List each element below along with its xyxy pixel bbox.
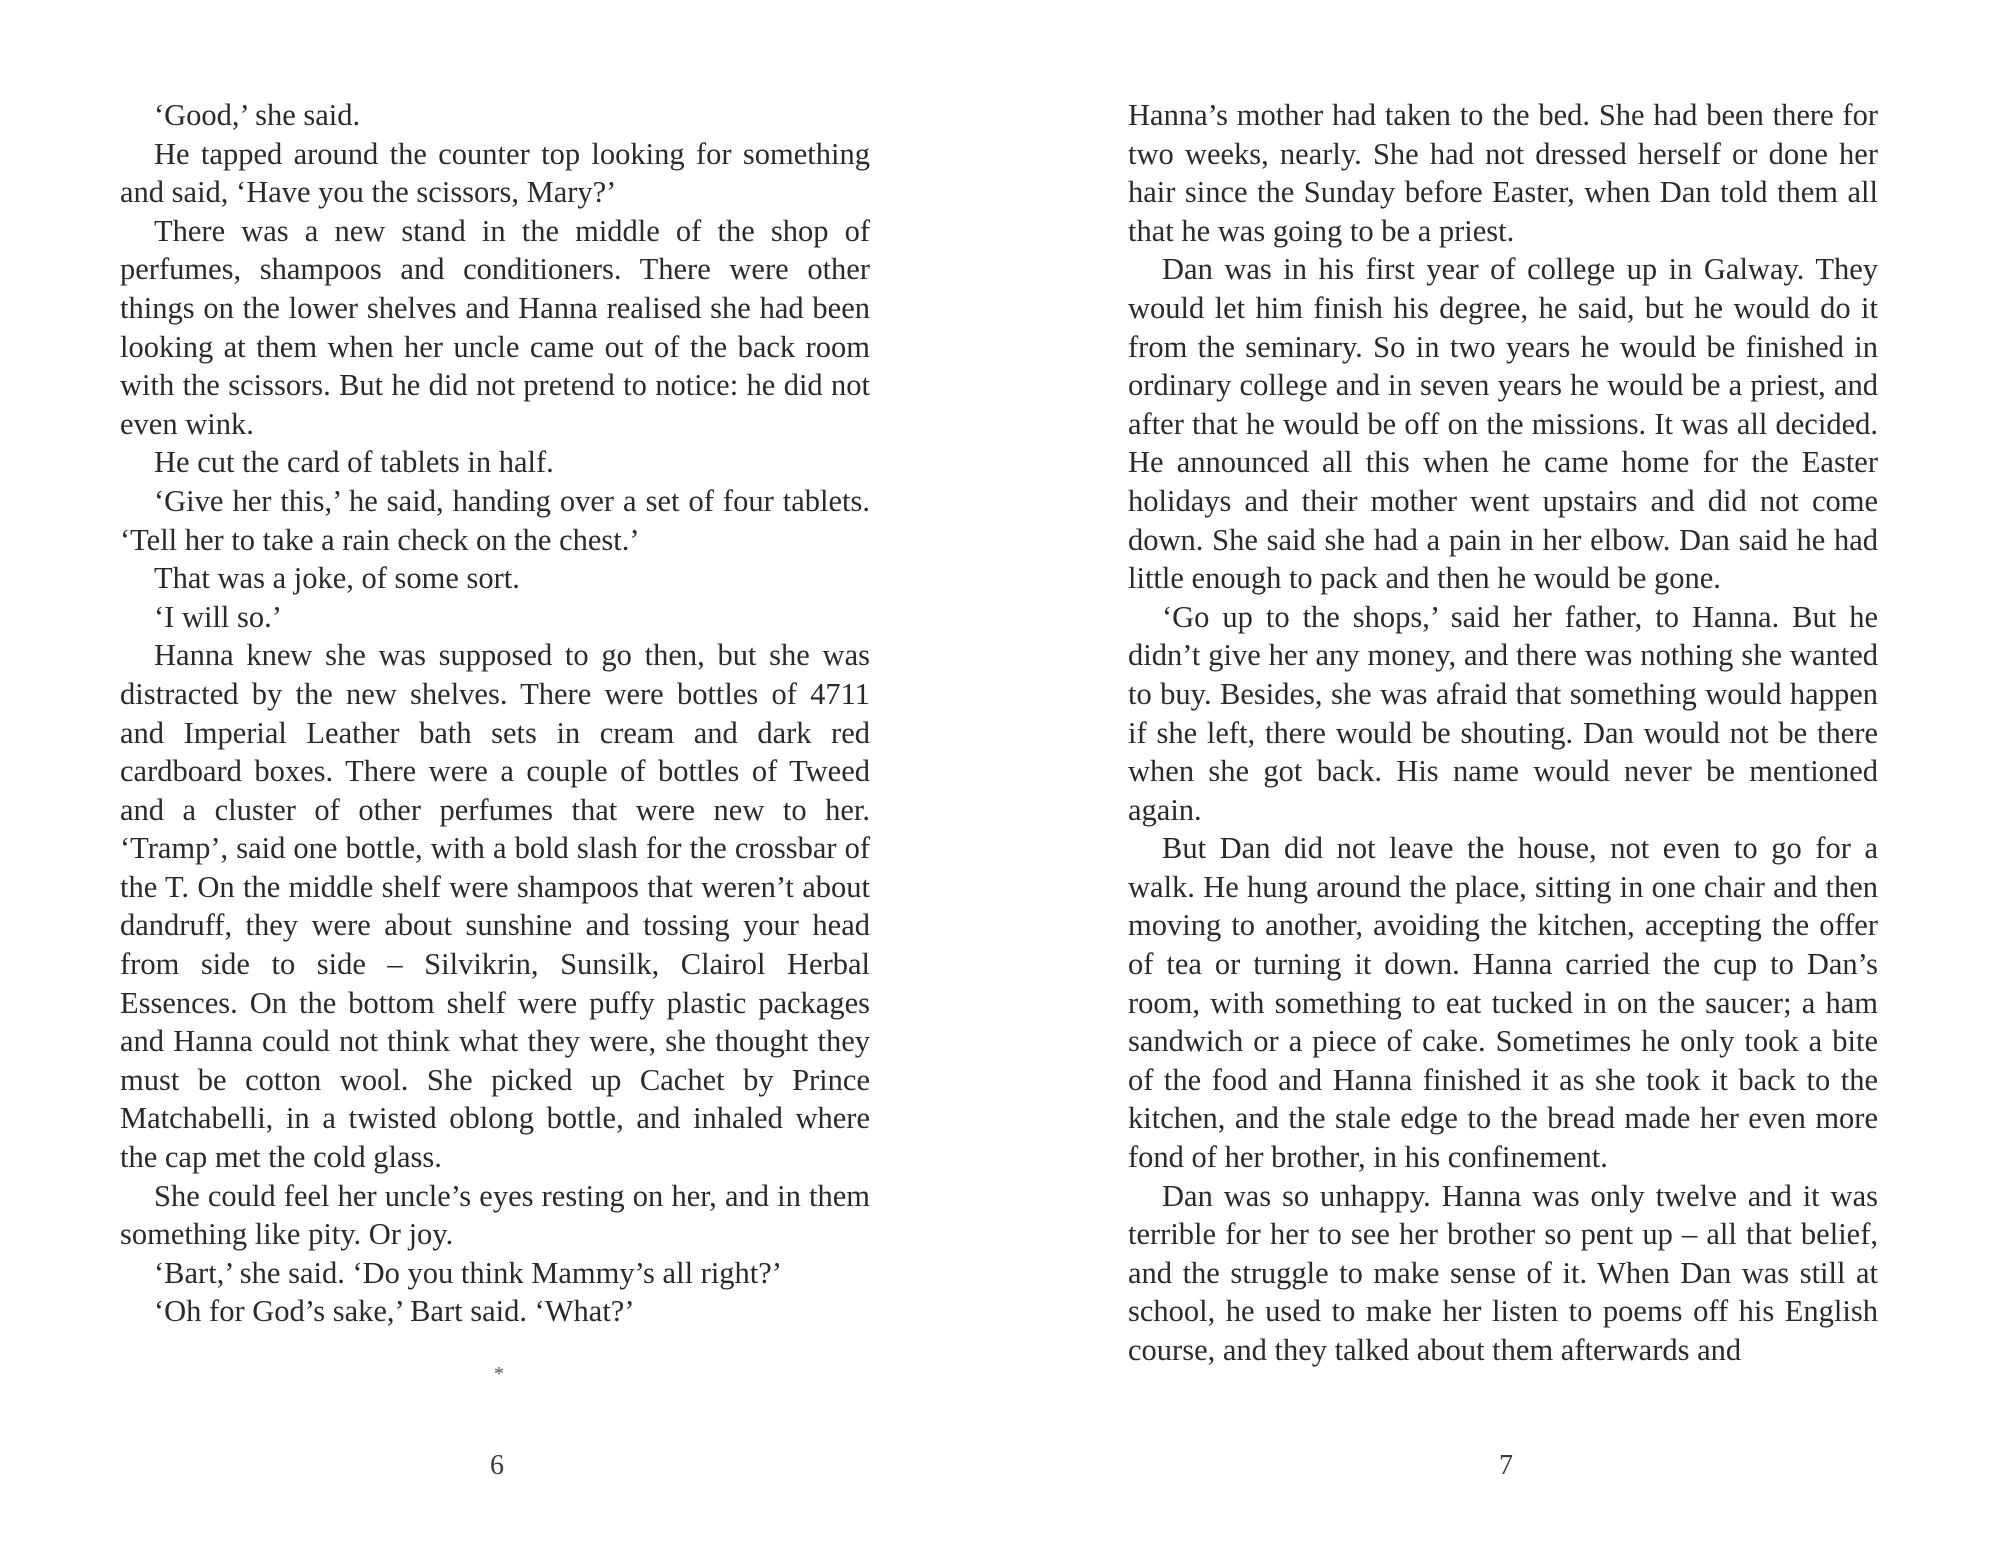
paragraph: Dan was so unhappy. Hanna was only twelve and it was terrible for her to see her brother so pent up – all that belief, and the struggle to make sense of it. When Dan was still at school, he used to make her listen to poems off his English course, and they talked about them afterwards and xyxy=(1128,1178,1878,1367)
paragraph: ‘Good,’ she said. xyxy=(154,98,361,132)
page-number: 7 xyxy=(1499,1450,1513,1481)
scene-break-asterisk: * xyxy=(494,1363,504,1385)
paragraph: Hanna’s mother had taken to the bed. She had been there for two weeks, nearly. She had not dressed herself or done her hair since the Sunday before Easter, when Dan told them all that he was going to be a priest. xyxy=(1128,98,1878,248)
paragraph: But Dan did not leave the house, not even to go for a walk. He hung around the place, sitting in one chair and then moving to another, avoiding the kitchen, accepting the offer of tea or turning it down. Hanna carried the cup to Dan’s room, with something to eat tucked in on the saucer; a ham sandwich or a piece of cake. Sometimes he only took a bite of the food and Hanna finished it as she took it back to the kitchen, and the stale edge to the bread made her even more fond of her brother, in his confinement. xyxy=(1128,831,1878,1175)
paragraph: There was a new stand in the middle of the shop of perfumes, shampoos and conditioners. There were other things on the lower shelves and Hanna realised she had been looking at them when her uncle came out of the back room with the scissors. But he did not pretend to notice: he did not even wink. xyxy=(120,213,870,441)
paragraph: ‘I will so.’ xyxy=(154,599,282,634)
left-page xyxy=(0,0,998,1556)
right-page xyxy=(998,0,1997,1556)
page-number: 6 xyxy=(490,1450,504,1481)
left-page-text xyxy=(120,96,870,1331)
paragraph: ‘Go up to the shops,’ said her father, to Hanna. But he didn’t give her any money, and there was nothing she wanted to buy. Besides, she was afraid that something would happen if she left, there would be shouting. Dan would not be there when she got back. His name would never be mentioned again. xyxy=(1128,599,1878,827)
paragraph: Hanna knew she was supposed to go then, but she was distracted by the new shelves. There were bottles of 4711 and Imperial Leather bath sets in cream and dark red cardboard boxes. There were a couple of bottles of Tweed and a cluster of other perfumes that were new to her. ‘Tramp’, said one bottle, with a bold slash for the crossbar of the T. On the middle shelf were shampoos that weren’t about dandruff, they were about sunshine and tossing your head from side to side – Silvikrin, Sunsilk, Clairol Herbal Essences. On the bottom shelf were puffy plastic packages and Hanna could not think what they were, she thought they must be cotton wool. She picked up Cachet by Prince Matchabelli, in a twisted oblong bottle, and inhaled where the cap met the cold glass. xyxy=(120,638,870,1175)
paragraph: He cut the card of tablets in half. xyxy=(154,445,554,480)
paragraph: ‘Bart,’ she said. ‘Do you think Mammy’s all right?’ xyxy=(154,1255,782,1290)
paragraph: That was a joke, of some sort. xyxy=(154,561,520,596)
paragraph: ‘Oh for God’s sake,’ Bart said. ‘What?’ xyxy=(154,1294,635,1329)
paragraph: He tapped around the counter top looking for something and said, ‘Have you the scissors, Mary?’ xyxy=(120,136,870,210)
paragraph: Dan was in his first year of college up in Galway. They would let him finish his degree, he said, but he would do it from the seminary. So in two years he would be finished in ordinary college and in seven years he would be a priest, and after that he would be off on the missions. It was all decided. He announced all this when he came home for the Easter holidays and their mother went upstairs and did not come down. She said she had a pain in her elbow. Dan said he had little enough to pack and then he would be gone. xyxy=(1128,252,1878,596)
right-page-text xyxy=(1128,96,1878,1370)
paragraph: She could feel her uncle’s eyes resting on her, and in them something like pity. Or joy. xyxy=(120,1178,870,1252)
paragraph: ‘Give her this,’ he said, handing over a set of four tablets. ‘Tell her to take a rain check on the chest.’ xyxy=(120,483,870,557)
